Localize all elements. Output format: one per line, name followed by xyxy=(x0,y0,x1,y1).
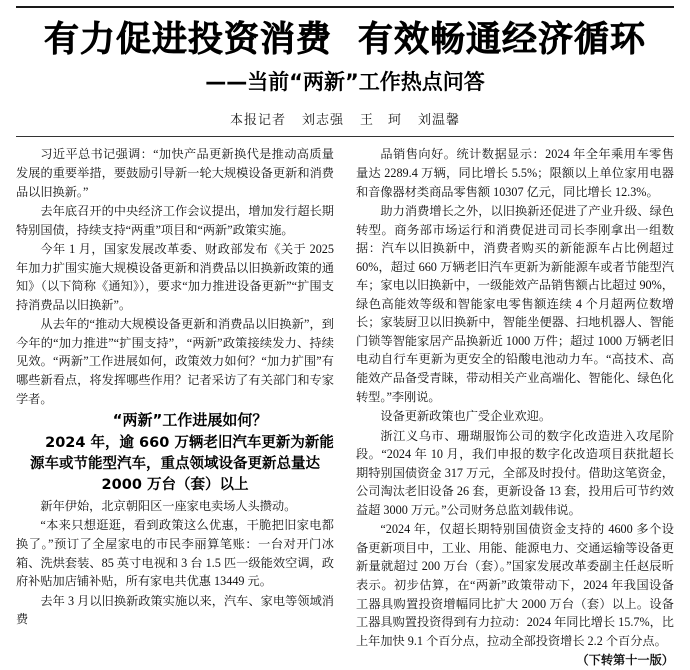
column-right xyxy=(356,145,674,668)
paragraph: 习近平总书记强调：“加快产品更新换代是推动高质量发展的重要举措，要鼓励引导新一轮大规模设备更新和消费品以旧换新。” xyxy=(16,147,334,199)
article-body xyxy=(16,145,674,668)
byline-prefix: 本报记者 xyxy=(229,113,286,129)
paragraph: 今年 1 月，国家发展改革委、财政部发布《关于 2025 年加力扩围实施大规模设备更新和消费品以旧换新政策的通知》（以下简称《通知》），要求“加力推进设备更新”“扩围支持消费品以旧换新”。 xyxy=(16,242,334,312)
byline xyxy=(16,109,674,128)
paragraph: “2024 年，仅超长期特别国债资金支持的 4600 多个设备更新项目中，工业、用能、能源电力、交通运输等设备更新量就超过 200 万台（套）。”国家发展改革委副主任赵辰昕表示。初步估算，在“两新”政策带动下，2024 年我国设备工器具购置投资增幅同比扩大 2000 万台（套）以上。设备工器具购置投资得到有力拉动：2024 年同比增长 15.7%，比上年加快 9.1 个百分点，拉动全部投资增长 2.2 个百分点。 xyxy=(356,522,674,648)
paragraph: “本来只想逛逛，看到政策这么优惠，干脆把旧家电都换了。”预订了全屋家电的市民李丽算笔账：一台对开门冰箱、洗烘套装、85 英寸电视和 3 台 1.5 匹一级能效空调，政府补贴加店铺补贴，所有家电共优惠 13449 元。 xyxy=(16,518,334,589)
headline-part-1: 有力促进投资消费 xyxy=(43,20,332,60)
paragraph: 从去年的“推动大规模设备更新和消费品以旧换新”，到今年的“加力推进”“扩围支持”，“两新”政策接续发力、持续见效。“两新”工作进展如何，政策效力如何？“加力扩围”有哪些新看点，将发挥哪些作用？记者采访了有关部门和专家学者。 xyxy=(16,317,334,406)
headline-part-2: 有效畅通经济循环 xyxy=(358,20,647,60)
byline-author-3: 刘温馨 xyxy=(418,113,461,129)
section-heading: “两新”工作进展如何？ xyxy=(112,411,268,430)
column-left xyxy=(16,145,334,627)
section-lead: 2024 年，逾 660 万辆老旧汽车更新为新能源车或节能型汽车，重点领域设备更新总量达 2000 万台（套）以上 xyxy=(30,434,334,493)
top-divider xyxy=(16,6,674,8)
paragraph: 新年伊始，北京朝阳区一座家电卖场人头攒动。 xyxy=(40,498,297,513)
paragraph: 浙江义乌市、珊瑚服饰公司的数字化改造进入攻尾阶段。“2024 年 10 月，我们申报的数字化改造项目获批超长期特别国债资金 317 万元，全部及时投付。借助这笔资金，公司淘汰老旧设备 26 套，更新设备 13 套，投用后可节约效益超 3000 万元。”公司财务总监刘载伟说。 xyxy=(356,428,674,517)
jump-note: （下转第十一版） xyxy=(576,653,674,668)
paragraph: 设备更新政策也广受企业欢迎。 xyxy=(380,409,552,424)
paragraph: 去年 3 月以旧换新政策实施以来，汽车、家电等领域消费 xyxy=(16,593,334,627)
subheadline: ——当前“两新”工作热点问答 xyxy=(205,70,485,95)
byline-divider xyxy=(16,136,674,137)
newspaper-page xyxy=(0,6,690,668)
paragraph: 去年底召开的中央经济工作会议提出，增加发行超长期特别国债，持续支持“两重”项目和“两新”政策实施。 xyxy=(16,204,334,237)
paragraph: 品销售向好。统计数据显示：2024 年全年乘用车零售量达 2289.4 万辆，同比增长 5.5%；限额以上单位家用电器和音像器材类商品零售额 10307 亿元，同比增长 12.3%。 xyxy=(356,147,674,199)
paragraph: 助力消费增长之外，以旧换新还促进了产业升级、绿色转型。商务部市场运行和消费促进司司长李刚拿出一组数据：汽车以旧换新中，消费者购买的新能源车占比例超过 60%，超过 660 万辆老旧汽车更新为新能源车或者节能型汽车；家电以旧换新中，一级能效产品销售额占比超过 90%，绿色高能效等级和智能家电零售额连续 4 个月超两位数增长；家装厨卫以旧换新中，智能坐便器、扫地机器人、智能门锁等智能家居产品换新近 1000 万件；超过 1000 万辆老旧电动自行车更新为更安全的铅酸电池动力车。“高技术、高能效产品备受青睐，带动相关产业高端化、智能化、绿色化转型。”李刚说。 xyxy=(356,204,674,404)
byline-author-2: 王 珂 xyxy=(360,113,403,129)
page-title xyxy=(16,20,674,60)
byline-author-1: 刘志强 xyxy=(301,113,344,129)
